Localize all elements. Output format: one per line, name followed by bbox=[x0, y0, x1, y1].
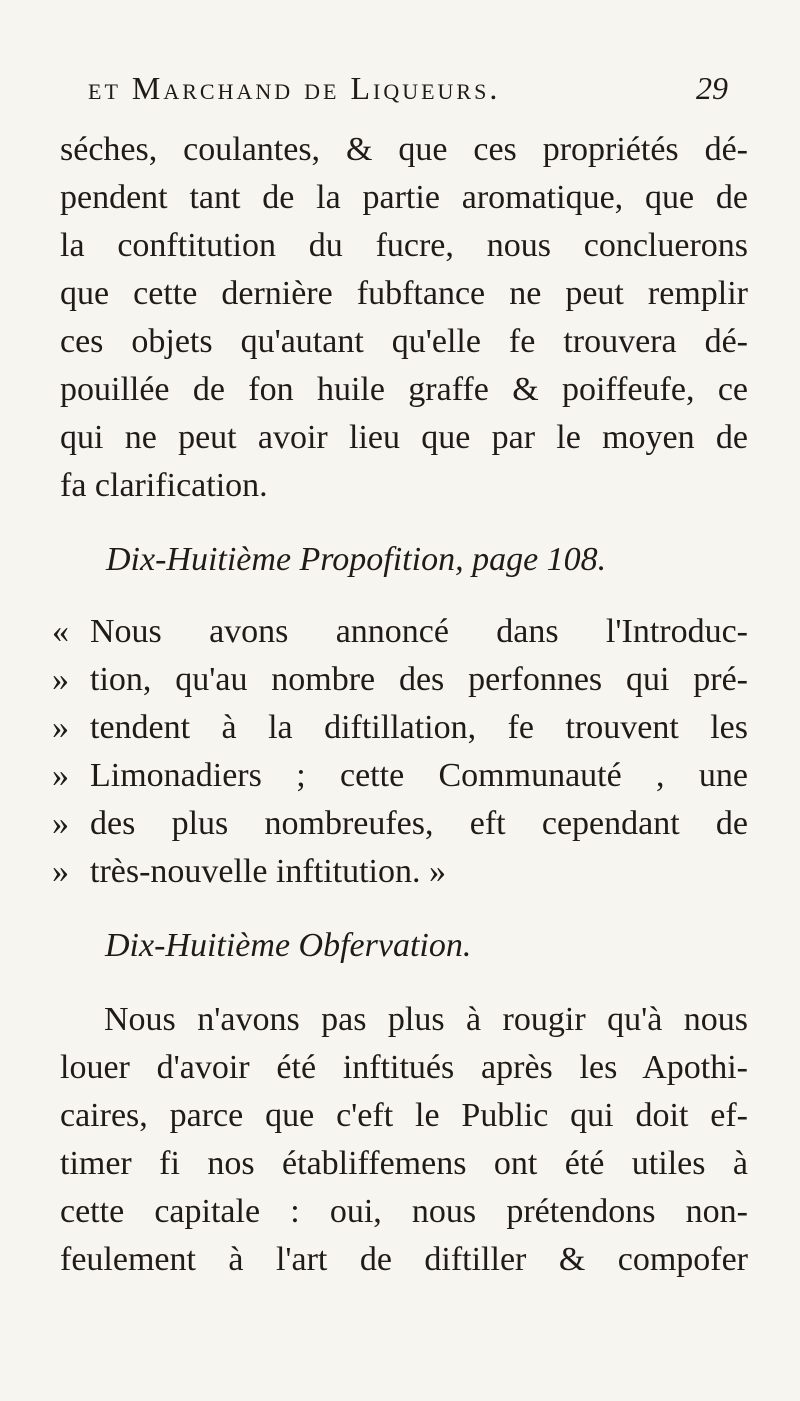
text-line: caires, parce que c'eft le Public qui doit ef- bbox=[60, 1097, 748, 1134]
text-line: la conftitution du fucre, nous concluerons bbox=[60, 227, 748, 264]
quote-line bbox=[52, 612, 748, 652]
text-line: pendent tant de la partie aromatique, que de bbox=[60, 179, 748, 216]
quote-text: Limonadiers ; cette Communauté , une bbox=[90, 757, 748, 794]
text-line: feulement à l'art de diftiller & compofer bbox=[60, 1241, 748, 1278]
quote-mark: » bbox=[52, 661, 69, 698]
text-line: qui ne peut avoir lieu que par le moyen de bbox=[60, 419, 748, 456]
text-line: que cette dernière fubftance ne peut remplir bbox=[60, 275, 748, 312]
text-line: timer fi nos établiffemens ont été utiles à bbox=[60, 1145, 748, 1182]
section-heading: Dix-Huitième Obfervation. bbox=[105, 927, 472, 964]
quote-text: des plus nombreufes, eft cependant de bbox=[90, 805, 748, 842]
text-line: cette capitale : oui, nous prétendons non- bbox=[60, 1193, 748, 1230]
quote-mark: » bbox=[52, 709, 69, 746]
quote-line bbox=[52, 708, 748, 748]
page-number: 29 bbox=[696, 70, 728, 106]
text-line: Nous n'avons pas plus à rougir qu'à nous bbox=[104, 1001, 748, 1038]
quote-mark: « bbox=[52, 613, 69, 650]
text-line: séches, coulantes, & que ces propriétés dé- bbox=[60, 131, 748, 168]
quote-mark: » bbox=[52, 853, 69, 890]
running-title: et Marchand de Liqueurs. bbox=[88, 70, 501, 106]
text-line: ces objets qu'autant qu'elle fe trouvera dé- bbox=[60, 323, 748, 360]
quote-mark: » bbox=[52, 757, 69, 794]
quote-line bbox=[52, 804, 748, 844]
section-heading: Dix-Huitième Propofition, page 108. bbox=[106, 541, 607, 578]
page-header bbox=[88, 70, 728, 110]
text-line: pouillée de fon huile graffe & poiffeufe, ce bbox=[60, 371, 748, 408]
text-line: louer d'avoir été inftitués après les Apothi- bbox=[60, 1049, 748, 1086]
text-line: fa clarification. bbox=[60, 467, 268, 504]
quote-line bbox=[52, 852, 446, 892]
quote-mark: » bbox=[52, 805, 69, 842]
quote-line bbox=[52, 660, 748, 700]
quote-text: Nous avons annoncé dans l'Introduc- bbox=[90, 613, 748, 650]
quote-text: tion, qu'au nombre des perfonnes qui pré- bbox=[90, 661, 748, 698]
quote-text: tendent à la diftillation, fe trouvent les bbox=[90, 709, 748, 746]
quote-text: très-nouvelle inftitution. » bbox=[90, 853, 446, 890]
quote-line bbox=[52, 756, 748, 796]
